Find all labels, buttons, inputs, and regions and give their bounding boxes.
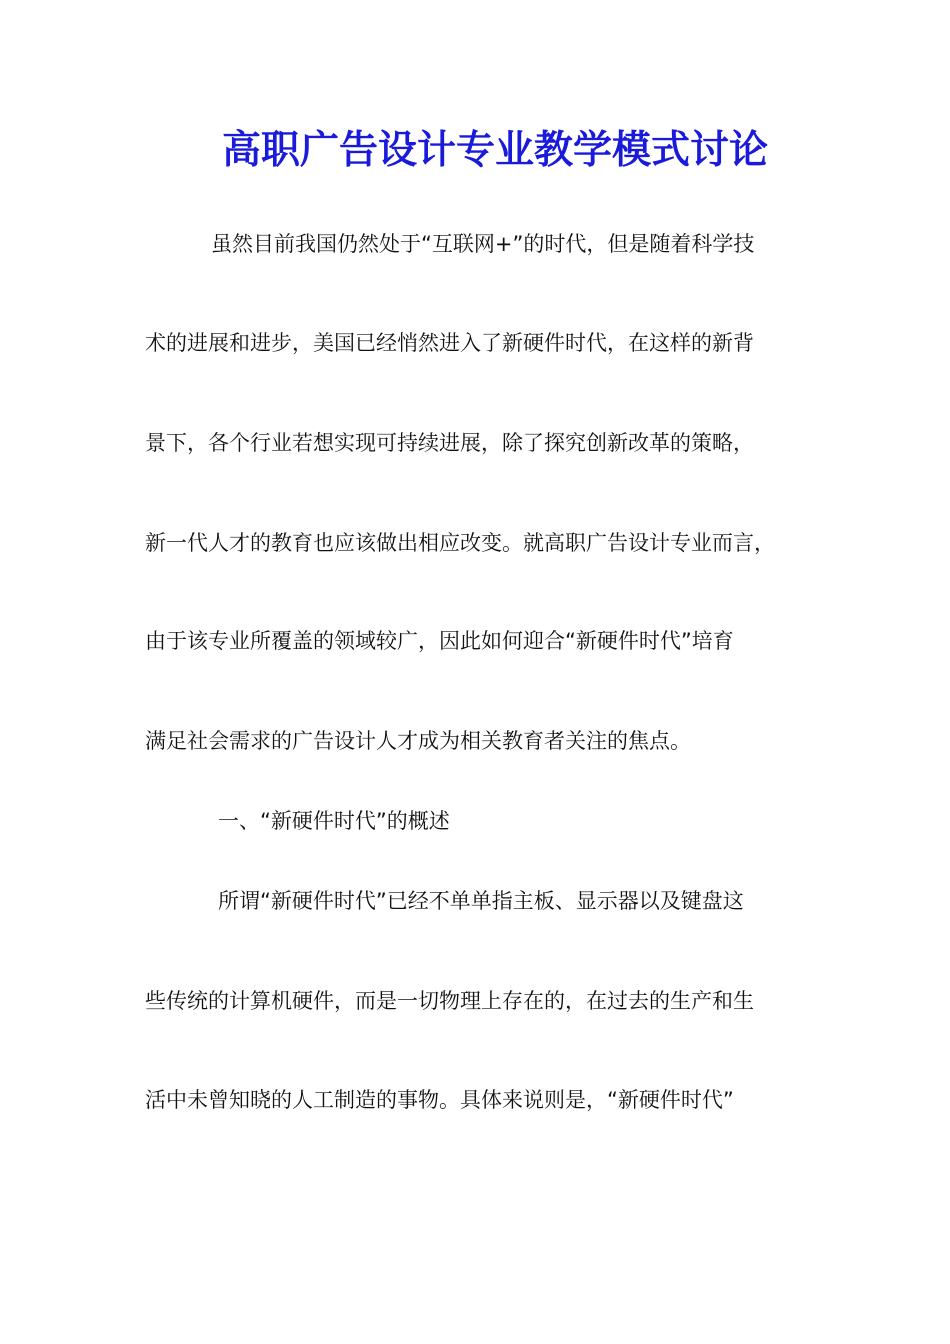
- paragraph-line: 活中未曾知晓的人工制造的事物。具体来说则是，“新硬件时代”: [145, 1088, 734, 1112]
- paragraph-line: 新一代人才的教育也应该做出相应改变。就高职广告设计专业而言，: [145, 531, 775, 555]
- paragraph-line: 些传统的计算机硬件，而是一切物理上存在的，在过去的生产和生: [145, 989, 754, 1013]
- paragraph-line: 景下，各个行业若想实现可持续进展，除了探究创新改革的策略，: [145, 431, 754, 455]
- paragraph-line: 满足社会需求的广告设计人才成为相关教育者关注的焦点。: [145, 729, 691, 753]
- paragraph-line: 术的进展和进步，美国已经悄然进入了新硬件时代，在这样的新背: [145, 331, 754, 355]
- section-heading: 一、“新硬件时代”的概述: [218, 809, 450, 833]
- paragraph-line: 由于该专业所覆盖的领域较广，因此如何迎合“新硬件时代”培育: [145, 629, 734, 653]
- paragraph-line: 虽然目前我国仍然处于“互联网+”的时代，但是随着科学技: [211, 232, 755, 256]
- document-title: 高职广告设计专业教学模式讨论: [221, 127, 768, 173]
- paragraph-line: 所谓“新硬件时代”已经不单单指主板、显示器以及键盘这: [218, 889, 744, 913]
